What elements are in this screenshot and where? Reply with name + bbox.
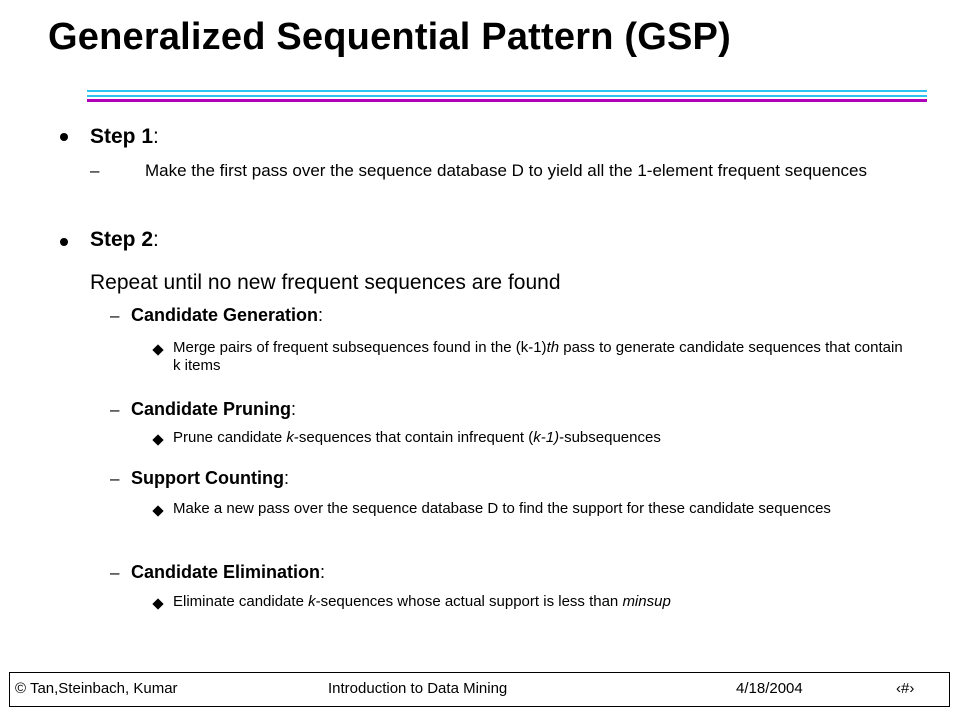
- detail-part: Merge pairs of frequent subsequences found in the (k-1): [173, 339, 547, 356]
- dash: –: [110, 469, 120, 488]
- detail-part: Prune candidate: [173, 429, 287, 446]
- support-counting-heading: [131, 468, 289, 489]
- item-colon: :: [318, 305, 324, 325]
- dash: –: [110, 400, 120, 419]
- detail-part-italic: k: [286, 429, 294, 446]
- detail-part: -sequences whose actual support is less than: [315, 593, 623, 610]
- footer-date: 4/18/2004: [736, 680, 803, 697]
- slide-title: Generalized Sequential Pattern (GSP): [48, 16, 731, 58]
- bullet-icon: [60, 238, 68, 246]
- footer-course: Introduction to Data Mining: [328, 680, 508, 697]
- step2-colon: :: [153, 228, 159, 251]
- item-label: Candidate Generation: [131, 305, 319, 325]
- step2-repeat-text: Repeat until no new frequent sequences are found: [90, 271, 561, 294]
- title-rule-blue-mid: [87, 95, 927, 97]
- diamond-bullet-icon: [152, 598, 163, 609]
- step1-label: Step 1: [90, 125, 154, 148]
- candidate-generation-heading: [131, 305, 323, 326]
- item-label: Candidate Pruning: [131, 399, 292, 419]
- dash: –: [90, 161, 100, 180]
- footer-authors: © Tan,Steinbach, Kumar: [15, 680, 178, 697]
- candidate-elimination-detail: [173, 593, 671, 611]
- title-rule-blue-top: [87, 90, 927, 92]
- footer-page-number: ‹#›: [896, 680, 915, 697]
- step1-detail: Make the first pass over the sequence database D to yield all the 1-element frequent sequences: [145, 161, 867, 180]
- candidate-elimination-heading: [131, 562, 325, 583]
- support-counting-detail: Make a new pass over the sequence database D to find the support for these candidate sequences: [173, 500, 831, 517]
- detail-part: -sequences that contain infrequent (: [293, 429, 534, 446]
- title-rule-magenta: [87, 99, 927, 102]
- step1-colon: :: [153, 125, 159, 148]
- detail-part-italic: th: [546, 339, 560, 356]
- detail-part-italic: minsup: [622, 593, 671, 610]
- step2-heading: [90, 228, 159, 252]
- item-label: Support Counting: [131, 468, 284, 488]
- step2-label: Step 2: [90, 228, 154, 251]
- candidate-pruning-heading: [131, 399, 296, 420]
- item-colon: :: [320, 562, 326, 582]
- detail-part-italic: k-1): [533, 429, 560, 446]
- bullet-icon: [60, 133, 68, 141]
- detail-part: pass to generate candidate sequences that contain k items: [173, 339, 903, 374]
- item-colon: :: [283, 468, 289, 488]
- diamond-bullet-icon: [152, 434, 163, 445]
- candidate-generation-detail: [173, 339, 913, 375]
- candidate-pruning-detail: [173, 429, 661, 447]
- detail-part: Eliminate candidate: [173, 593, 309, 610]
- detail-part-italic: k: [308, 593, 316, 610]
- diamond-bullet-icon: [152, 505, 163, 516]
- detail-part: -subsequences: [559, 429, 661, 446]
- dash: –: [110, 306, 120, 325]
- dash: –: [110, 563, 120, 582]
- diamond-bullet-icon: [152, 344, 163, 355]
- item-colon: :: [291, 399, 297, 419]
- step1-heading: [90, 125, 159, 149]
- item-label: Candidate Elimination: [131, 562, 321, 582]
